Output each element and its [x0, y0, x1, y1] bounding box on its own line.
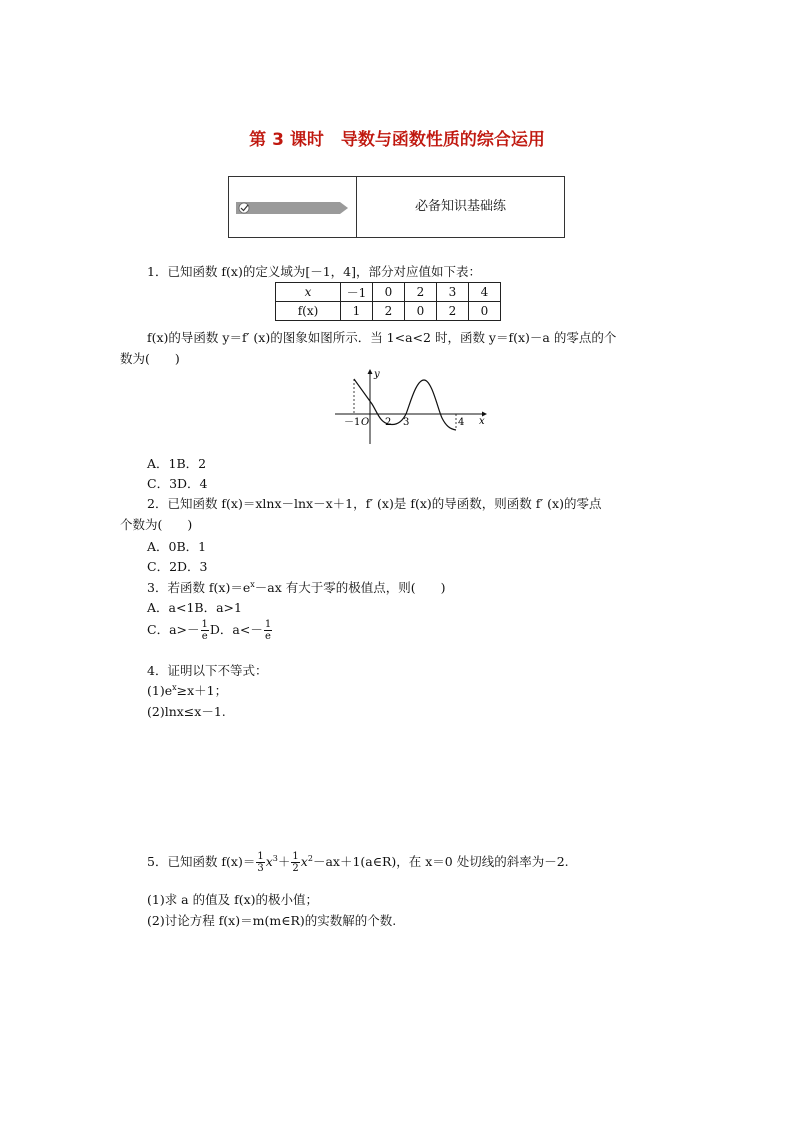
q1-text-line1: f(x)的导函数 y＝f′ (x)的图象如图所示．当 1<a<2 时，函数 y＝f(x)－a 的零点的个: [147, 330, 617, 345]
fraction-denominator: 2: [292, 863, 299, 874]
table-cell: 1: [341, 302, 373, 321]
table-cell: 2: [405, 283, 437, 302]
q4-part2: (2)lnx≤x－1.: [147, 704, 226, 719]
q4-part1-pre: (1)e: [147, 683, 173, 698]
tick-label: 4: [458, 417, 465, 428]
section-banner: [228, 176, 565, 238]
q5-prefix: 5．已知函数 f(x)＝: [147, 854, 256, 869]
y-axis-arrow: [368, 369, 373, 374]
table-cell: x: [276, 283, 341, 302]
origin-label: O: [361, 417, 370, 428]
q3-stem-rest: －ax 有大于零的极值点，则( ): [254, 580, 446, 595]
banner-badge: [229, 177, 357, 237]
fraction-numerator: 1: [201, 619, 208, 630]
y-axis-label: y: [374, 369, 380, 380]
q5-term1-exponent: 3: [272, 853, 278, 863]
q5-fraction-2: [291, 851, 299, 874]
q3-option-ab: A．a<1B．a>1: [147, 600, 242, 615]
tick-label: 2: [385, 417, 392, 428]
q1-option-ab: A．1B．2: [147, 456, 207, 471]
fraction-numerator: 1: [292, 851, 299, 862]
table-cell: 0: [405, 302, 437, 321]
q4-stem: 4．证明以下不等式：: [147, 663, 268, 678]
q3-stem-exponent: x: [250, 579, 255, 589]
value-table: [275, 282, 501, 321]
q5-term2: x: [300, 854, 308, 869]
table-row: [276, 283, 501, 302]
fraction-denominator: e: [265, 631, 271, 642]
q3-option-cd: [147, 619, 273, 642]
q3-stem: [147, 578, 446, 596]
q3-fraction: [201, 619, 209, 642]
table-cell: 4: [469, 283, 501, 302]
q5-part2: (2)讨论方程 f(x)＝m(m∈R)的实数解的个数.: [147, 913, 397, 928]
fraction-denominator: e: [201, 631, 208, 642]
table-cell: 0: [373, 283, 405, 302]
fraction-numerator: 1: [264, 619, 272, 630]
banner-label: 必备知识基础练: [414, 199, 506, 214]
q5-term2-exponent: 2: [307, 853, 313, 863]
q2-stem-line1: 2．已知函数 f(x)＝xlnx－lnx－x＋1，f′ (x)是 f(x)的导函数，则函数 f′ (x)的零点: [147, 496, 602, 511]
derivative-graph: [330, 366, 490, 446]
q5-suffix: －ax＋1(a∈R)，在 x＝0 处切线的斜率为－2.: [312, 854, 569, 869]
x-axis-label: x: [479, 416, 485, 427]
check-arrow-icon: [236, 202, 348, 214]
q1-text-line2: 数为( ): [120, 351, 180, 366]
q2-option-cd: C．2D．3: [147, 559, 208, 574]
table-cell: －1: [341, 283, 373, 302]
q4-part1-exponent: x: [172, 682, 177, 692]
q4-part1-post: ≥x＋1；: [176, 683, 228, 698]
q1-option-cd: C．3D．4: [147, 476, 208, 491]
q5-plus: ＋: [277, 854, 291, 869]
table-cell: f(x): [276, 302, 341, 321]
table-cell: 3: [437, 283, 469, 302]
q2-option-ab: A．0B．1: [147, 539, 207, 554]
tick-label: 3: [403, 417, 410, 428]
q1-stem: 1．已知函数 f(x)的定义域为[－1，4]，部分对应值如下表：: [147, 264, 482, 279]
table-row: [276, 302, 501, 321]
q3-option-d-prefix: D．a<－: [209, 622, 263, 637]
fraction-numerator: 1: [257, 851, 264, 862]
q5-part1: (1)求 a 的值及 f(x)的极小值；: [147, 892, 319, 907]
table-cell: 0: [469, 302, 501, 321]
table-cell: 2: [437, 302, 469, 321]
page-title: 第 3 课时 导数与函数性质的综合运用: [249, 130, 545, 150]
fraction-denominator: 3: [257, 863, 264, 874]
tick-label: －1: [344, 417, 361, 428]
q4-part1: [147, 681, 227, 699]
q5-stem: [147, 851, 569, 874]
q5-fraction-1: [256, 851, 264, 874]
q2-stem-line2: 个数为( ): [120, 517, 193, 532]
q3-stem-text: 3．若函数 f(x)＝e: [147, 580, 251, 595]
table-cell: 2: [373, 302, 405, 321]
q3-option-c-prefix: C．a>－: [147, 622, 200, 637]
q3-fraction: [264, 619, 272, 642]
q5-term1: x: [265, 854, 273, 869]
